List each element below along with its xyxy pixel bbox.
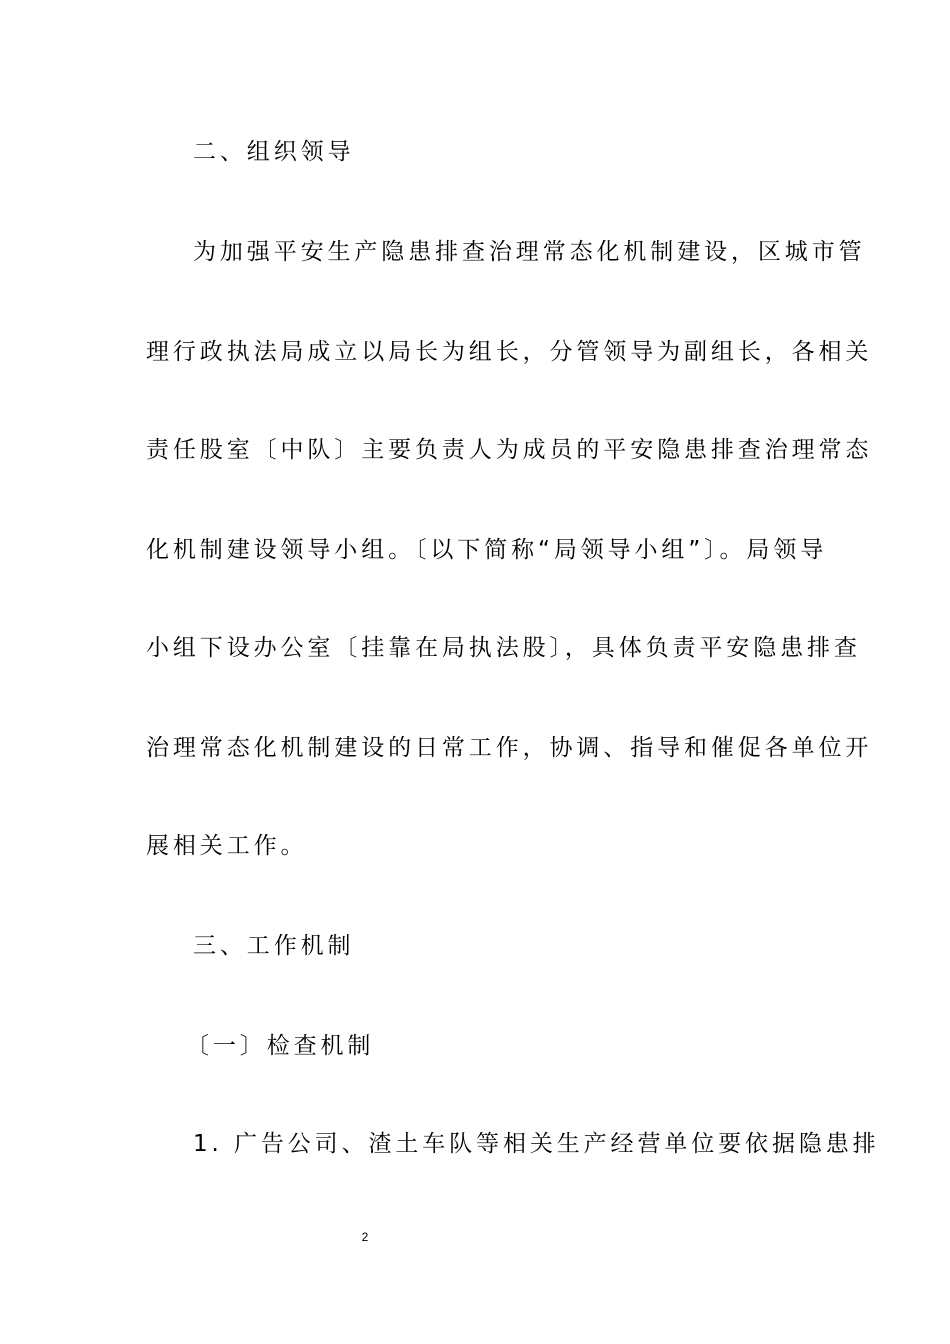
subheading-inspection-mechanism: 〔一〕检查机制 — [186, 1033, 375, 1059]
page-number: 2 — [361, 1230, 369, 1244]
paragraph-line: 小组下设办公室〔挂靠在局执法股〕，具体负责平安隐患排查 — [146, 635, 861, 661]
paragraph-line: 为加强平安生产隐患排查治理常态化机制建设，区城市管 — [193, 239, 866, 265]
paragraph-line: 责任股室〔中队〕主要负责人为成员的平安隐患排查治理常态 — [146, 437, 873, 463]
paragraph-line: 展相关工作。 — [146, 833, 308, 859]
paragraph-line: 理行政执法局成立以局长为组长，分管领导为副组长，各相关 — [146, 339, 873, 365]
paragraph-line: 化机制建设领导小组。〔以下简称“局领导小组”〕。局领导 — [146, 537, 828, 563]
paragraph-line: 治理常态化机制建设的日常工作，协调、指导和催促各单位开 — [146, 735, 873, 761]
heading-work-mechanism: 三、工作机制 — [193, 933, 355, 959]
heading-organization-leadership: 二、组织领导 — [193, 139, 355, 165]
list-item-1: 1. 广告公司、渣土车队等相关生产经营单位要依据隐患排 — [193, 1131, 880, 1157]
